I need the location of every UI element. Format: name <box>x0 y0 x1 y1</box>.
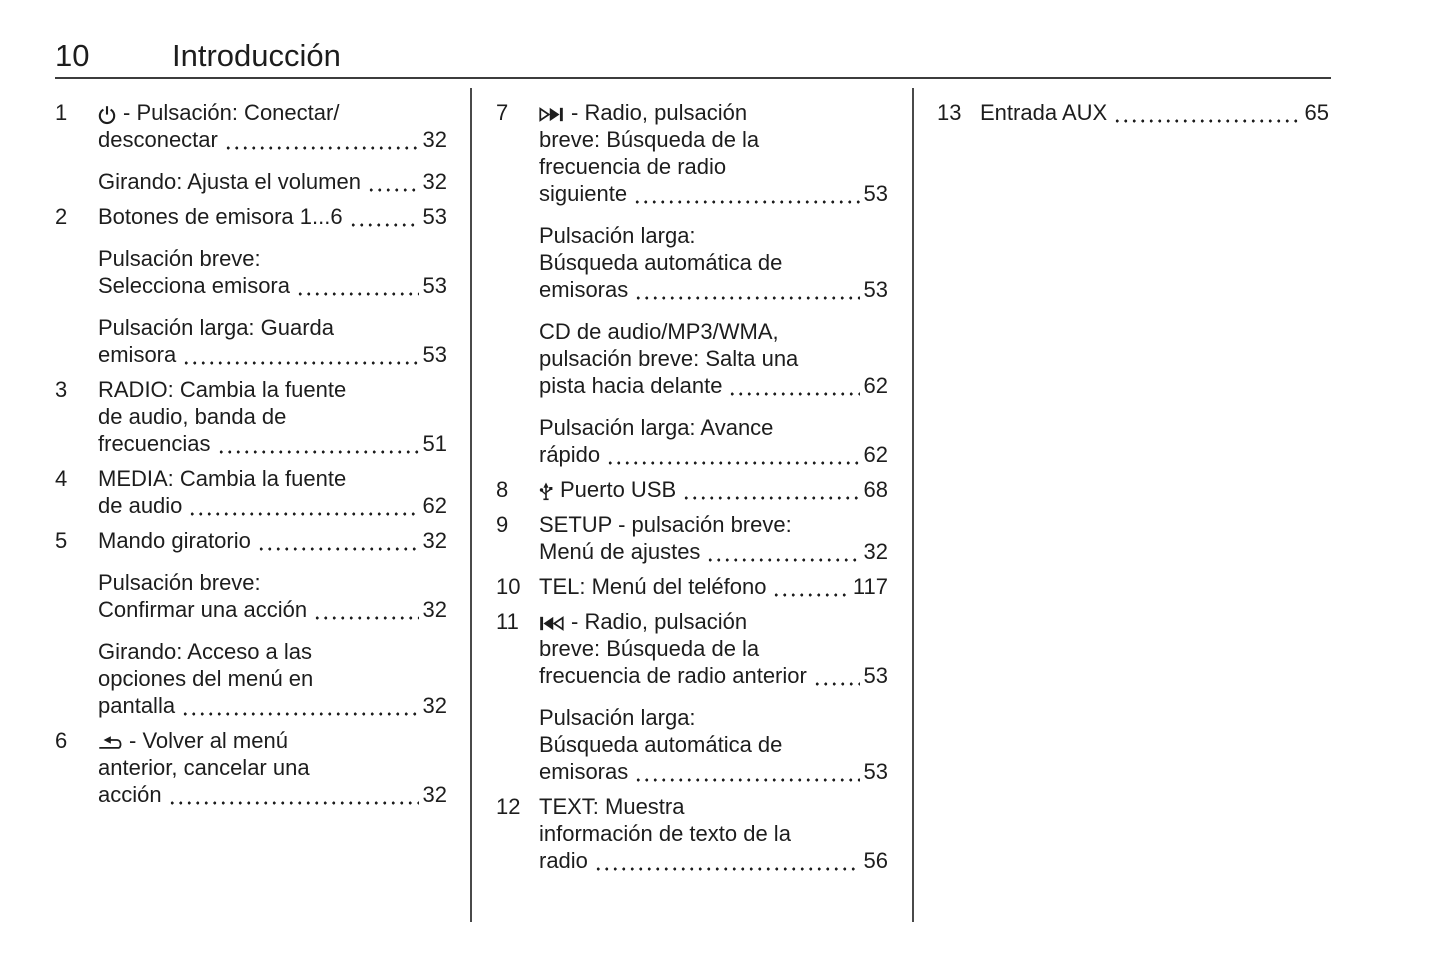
toc-line <box>539 820 888 847</box>
toc-text: Pulsación larga: <box>539 705 696 730</box>
toc-index <box>0 79 1445 882</box>
toc-entry-number: 13 <box>937 100 962 125</box>
page-ref: 62 <box>422 493 447 518</box>
toc-entry-body <box>539 793 888 874</box>
page-ref: 51 <box>422 431 447 456</box>
toc-text: - Radio, pulsación <box>571 609 748 634</box>
toc-paragraph <box>98 245 447 299</box>
toc-entry <box>496 793 888 874</box>
toc-paragraph <box>980 99 1329 126</box>
dotted-leader <box>772 593 848 597</box>
toc-line <box>98 245 447 272</box>
toc-line <box>539 441 888 468</box>
toc-paragraph <box>98 638 447 719</box>
toc-entry-number: 6 <box>55 728 68 753</box>
dotted-leader <box>349 223 419 227</box>
page-ref: 53 <box>863 181 888 206</box>
usb-icon <box>539 478 553 505</box>
toc-line <box>98 168 447 195</box>
toc-entry <box>496 99 888 468</box>
toc-entry-body <box>539 608 888 785</box>
page-ref: 56 <box>863 848 888 873</box>
toc-line <box>98 492 447 519</box>
toc-text: TEL: Menú del teléfono <box>539 574 767 599</box>
dotted-leader <box>188 512 418 516</box>
toc-text: pista hacia delante <box>539 373 723 398</box>
dotted-leader <box>181 712 418 716</box>
dotted-leader <box>296 292 419 296</box>
toc-entry-body <box>98 376 447 457</box>
toc-line <box>539 573 888 600</box>
dotted-leader <box>634 296 859 300</box>
dotted-leader <box>367 188 419 192</box>
toc-text: Botones de emisora 1...6 <box>98 204 343 229</box>
toc-entry-number: 1 <box>55 100 68 125</box>
column-divider-1 <box>470 88 472 922</box>
toc-text: acción <box>98 782 162 807</box>
toc-entry-body <box>98 527 447 719</box>
toc-line <box>98 430 447 457</box>
toc-line <box>539 249 888 276</box>
toc-text: Entrada AUX <box>980 100 1108 125</box>
toc-text: desconectar <box>98 127 218 152</box>
toc-line <box>539 414 888 441</box>
dotted-leader <box>217 450 419 454</box>
page-ref: 32 <box>422 127 447 152</box>
toc-line <box>539 345 888 372</box>
page-ref: 68 <box>863 477 888 502</box>
toc-line <box>539 731 888 758</box>
dotted-leader <box>706 558 859 562</box>
toc-text: emisoras <box>539 277 629 302</box>
toc-entry <box>55 465 447 519</box>
dotted-leader <box>634 778 859 782</box>
prev-track-icon <box>539 610 564 637</box>
dotted-leader <box>1113 119 1300 123</box>
dotted-leader <box>682 496 859 500</box>
toc-line <box>539 793 888 820</box>
toc-entry-number: 11 <box>496 609 519 634</box>
toc-text: CD de audio/MP3/WMA, <box>539 319 779 344</box>
toc-line <box>539 180 888 207</box>
dotted-leader <box>606 461 859 465</box>
toc-text: pulsación breve: Salta una <box>539 346 799 371</box>
page-ref: 62 <box>863 442 888 467</box>
toc-entry <box>55 99 447 195</box>
toc-line <box>539 372 888 399</box>
toc-entry-body <box>539 476 888 503</box>
toc-line <box>98 403 447 430</box>
dotted-leader <box>813 682 860 686</box>
toc-line <box>539 704 888 731</box>
toc-text: Pulsación larga: Guarda <box>98 315 335 340</box>
column-divider-2 <box>912 88 914 922</box>
toc-entry-body <box>539 99 888 468</box>
toc-entry-body <box>98 465 447 519</box>
toc-entry <box>937 99 1329 126</box>
toc-text: breve: Búsqueda de la <box>539 127 760 152</box>
next-track-icon <box>539 101 564 128</box>
toc-paragraph <box>539 222 888 303</box>
toc-line <box>98 376 447 403</box>
toc-line <box>539 758 888 785</box>
toc-paragraph <box>539 608 888 689</box>
dotted-leader <box>728 392 859 396</box>
toc-line <box>98 126 447 153</box>
page-ref: 53 <box>863 663 888 688</box>
dotted-leader <box>182 361 418 365</box>
toc-paragraph <box>98 376 447 457</box>
toc-text: Selecciona emisora <box>98 273 290 298</box>
toc-paragraph <box>539 318 888 399</box>
toc-text: frecuencia de radio anterior <box>539 663 807 688</box>
toc-text: anterior, cancelar una <box>98 755 310 780</box>
toc-text: emisora <box>98 342 177 367</box>
toc-line <box>98 781 447 808</box>
page-header <box>0 0 1445 74</box>
toc-text: Menú de ajustes <box>539 539 701 564</box>
toc-entry-number: 4 <box>55 466 68 491</box>
toc-entry-body <box>98 727 447 808</box>
toc-line <box>98 341 447 368</box>
toc-line <box>98 314 447 341</box>
toc-paragraph <box>98 99 447 153</box>
toc-column-3 <box>937 99 1329 882</box>
toc-text: - Volver al menú <box>129 728 288 753</box>
toc-text: emisoras <box>539 759 629 784</box>
back-arrow-icon <box>98 729 122 756</box>
page-ref: 53 <box>863 277 888 302</box>
dotted-leader <box>313 616 418 620</box>
toc-entry <box>55 727 447 808</box>
dotted-leader <box>224 146 419 150</box>
toc-line <box>98 638 447 665</box>
toc-line <box>98 272 447 299</box>
toc-line <box>98 569 447 596</box>
toc-text: - Radio, pulsación <box>571 100 748 125</box>
page-ref: 32 <box>422 528 447 553</box>
toc-text: pantalla <box>98 693 176 718</box>
toc-line <box>539 662 888 689</box>
toc-text: frecuencias <box>98 431 211 456</box>
toc-entry <box>55 527 447 719</box>
dotted-leader <box>257 547 419 551</box>
toc-text: Pulsación breve: <box>98 570 261 595</box>
toc-text: - Pulsación: Conectar/ <box>123 100 340 125</box>
toc-text: de audio <box>98 493 183 518</box>
toc-text: radio <box>539 848 588 873</box>
page-ref: 62 <box>863 373 888 398</box>
page-ref: 117 <box>852 574 888 599</box>
toc-line <box>539 276 888 303</box>
toc-paragraph <box>98 727 447 808</box>
toc-text: de audio, banda de <box>98 404 287 429</box>
toc-line <box>539 608 888 635</box>
toc-entry-body <box>98 99 447 195</box>
toc-line <box>980 99 1329 126</box>
toc-paragraph <box>98 314 447 368</box>
toc-line <box>98 465 447 492</box>
page-ref: 53 <box>422 204 447 229</box>
toc-entry <box>55 203 447 368</box>
toc-entry <box>496 573 888 600</box>
toc-entry-number: 2 <box>55 204 68 229</box>
power-icon <box>98 101 116 128</box>
toc-entry-number: 9 <box>496 512 509 537</box>
toc-text: Girando: Acceso a las <box>98 639 313 664</box>
toc-entry <box>55 376 447 457</box>
toc-line <box>98 727 447 754</box>
toc-line <box>98 665 447 692</box>
page-ref: 53 <box>422 342 447 367</box>
toc-entry-body <box>98 203 447 368</box>
page-number: 10 <box>55 38 90 73</box>
toc-line <box>539 511 888 538</box>
toc-text: Girando: Ajusta el volumen <box>98 169 361 194</box>
page-ref: 53 <box>422 273 447 298</box>
toc-text: Pulsación larga: <box>539 223 696 248</box>
toc-line <box>98 596 447 623</box>
toc-entry <box>496 511 888 565</box>
toc-paragraph <box>539 573 888 600</box>
toc-paragraph <box>539 99 888 207</box>
toc-paragraph <box>98 203 447 230</box>
dotted-leader <box>594 867 860 871</box>
toc-paragraph <box>539 704 888 785</box>
toc-line <box>98 754 447 781</box>
toc-paragraph <box>98 168 447 195</box>
toc-line <box>539 153 888 180</box>
toc-text: siguiente <box>539 181 628 206</box>
page-title: Introducción <box>172 38 341 73</box>
toc-text: Pulsación larga: Avance <box>539 415 774 440</box>
toc-column-1 <box>55 99 447 882</box>
toc-entry-number: 3 <box>55 377 68 402</box>
toc-text: TEXT: Muestra <box>539 794 685 819</box>
toc-text: rápido <box>539 442 601 467</box>
toc-paragraph <box>98 569 447 623</box>
toc-paragraph <box>98 527 447 554</box>
toc-line <box>539 635 888 662</box>
toc-text: Puerto USB <box>560 477 677 502</box>
toc-line <box>539 476 888 503</box>
page-ref: 32 <box>422 782 447 807</box>
toc-line <box>539 222 888 249</box>
toc-text: frecuencia de radio <box>539 154 727 179</box>
page-ref: 32 <box>422 693 447 718</box>
toc-text: SETUP - pulsación breve: <box>539 512 792 537</box>
toc-paragraph <box>539 511 888 565</box>
dotted-leader <box>633 200 859 204</box>
toc-line <box>539 99 888 126</box>
toc-text: Búsqueda automática de <box>539 250 783 275</box>
toc-text: MEDIA: Cambia la fuente <box>98 466 347 491</box>
toc-text: RADIO: Cambia la fuente <box>98 377 347 402</box>
page-ref: 32 <box>422 169 447 194</box>
page-ref: 32 <box>422 597 447 622</box>
page-ref: 65 <box>1304 100 1329 125</box>
toc-entry-number: 8 <box>496 477 509 502</box>
toc-paragraph <box>98 465 447 519</box>
toc-line <box>98 99 447 126</box>
toc-line <box>98 203 447 230</box>
toc-line <box>539 318 888 345</box>
toc-entry-number: 10 <box>496 574 521 599</box>
toc-text: Búsqueda automática de <box>539 732 783 757</box>
toc-entry <box>496 476 888 503</box>
toc-entry-body <box>980 99 1329 126</box>
toc-line <box>539 126 888 153</box>
toc-paragraph <box>539 793 888 874</box>
toc-text: opciones del menú en <box>98 666 314 691</box>
toc-text: breve: Búsqueda de la <box>539 636 760 661</box>
dotted-leader <box>168 801 419 805</box>
toc-entry-body <box>539 573 888 600</box>
toc-line <box>98 692 447 719</box>
toc-line <box>98 527 447 554</box>
toc-text: Mando giratorio <box>98 528 251 553</box>
page-ref: 53 <box>863 759 888 784</box>
toc-entry-number: 5 <box>55 528 68 553</box>
toc-paragraph <box>539 476 888 503</box>
toc-text: Pulsación breve: <box>98 246 261 271</box>
page-ref: 32 <box>863 539 888 564</box>
toc-entry-number: 7 <box>496 100 509 125</box>
toc-text: información de texto de la <box>539 821 791 846</box>
toc-line <box>539 847 888 874</box>
toc-entry-number: 12 <box>496 794 521 819</box>
toc-entry <box>496 608 888 785</box>
toc-text: Confirmar una acción <box>98 597 308 622</box>
toc-entry-body <box>539 511 888 565</box>
toc-paragraph <box>539 414 888 468</box>
toc-line <box>539 538 888 565</box>
toc-column-2 <box>496 99 888 882</box>
